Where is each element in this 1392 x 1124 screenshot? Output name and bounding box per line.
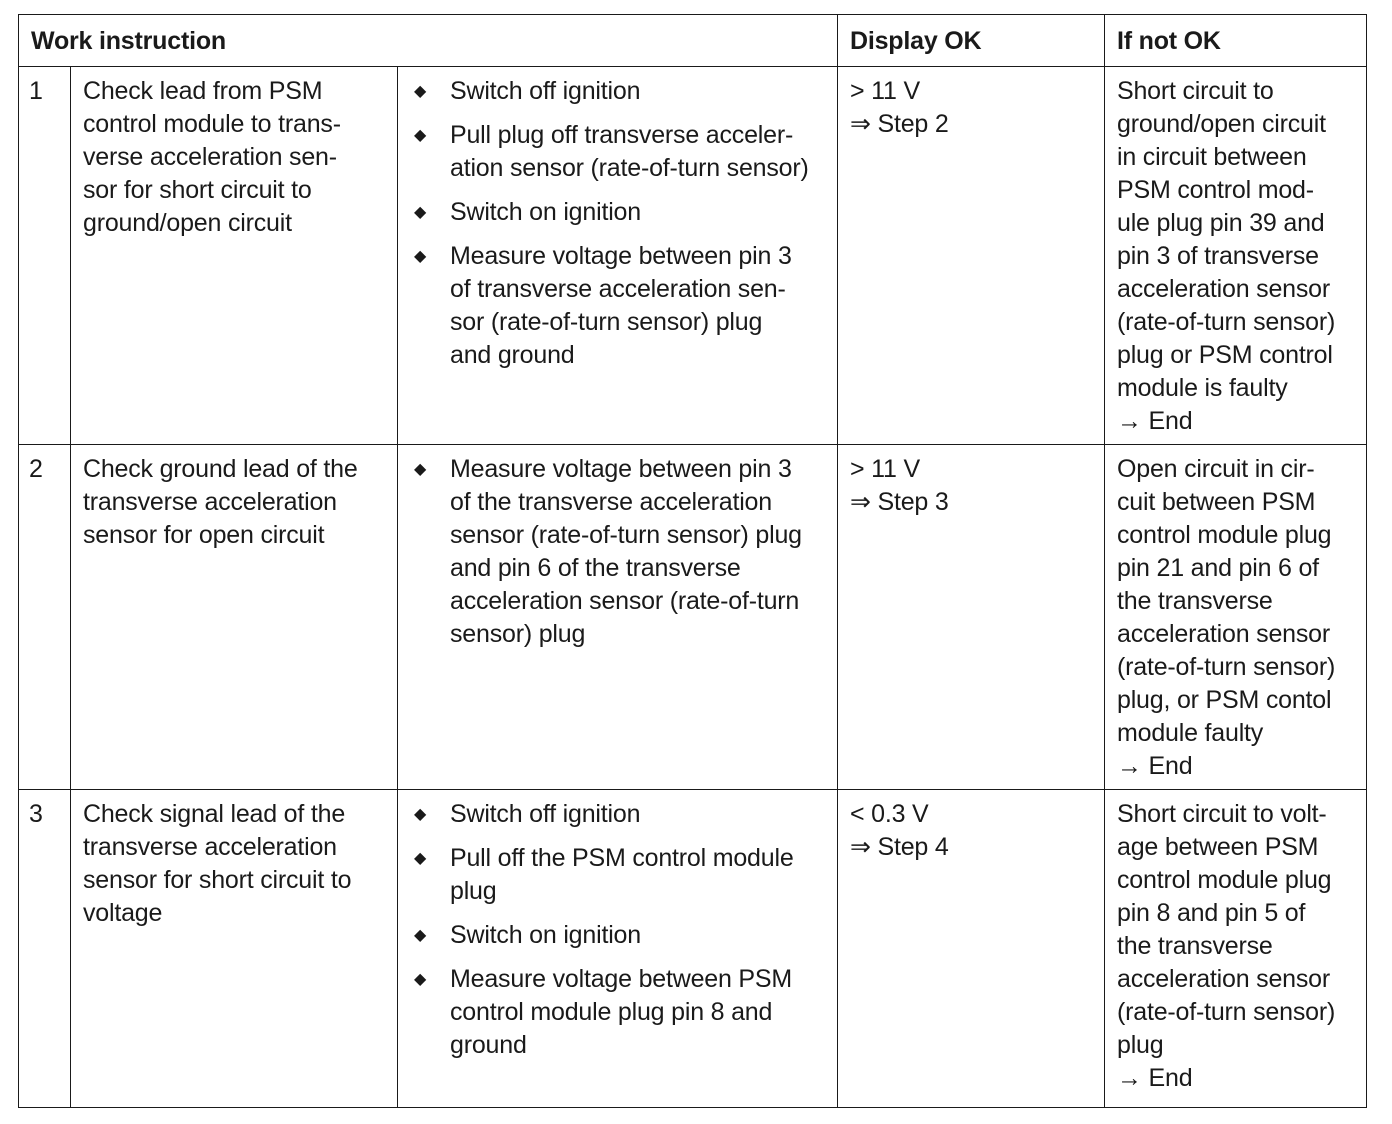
text-line: plug [450,877,497,905]
action-item [410,196,827,229]
text-line: Check ground lead of the [83,455,358,483]
action-list [410,75,827,372]
table-row [19,445,1367,790]
text-line: control module plug [1117,866,1332,894]
bullet-diamond-icon: ◆ [414,927,427,944]
text-line: transverse acceleration [83,488,337,516]
bullet-diamond-icon: ◆ [414,127,427,144]
text-line: Check lead from PSM [83,77,323,105]
display-ok-value [838,445,1105,790]
bullet-diamond-icon: ◆ [414,248,427,265]
text-line: ⇒ Step 3 [850,488,949,516]
text-line: and ground [450,341,575,369]
step-number: 1 [19,67,71,445]
action-item [410,842,827,908]
header-row [19,15,1367,67]
text-line: the transverse [1117,932,1273,960]
text-line: → End [1117,1064,1193,1092]
bullet-diamond-icon: ◆ [414,83,427,100]
text-line: Measure voltage between PSM [450,965,793,993]
text-line: plug, or PSM contol [1117,686,1332,714]
text-line: > 11 V [850,455,920,483]
if-not-ok-value [1105,445,1367,790]
text-line: pin 8 and pin 5 of [1117,899,1306,927]
text-line: plug or PSM control [1117,341,1333,369]
text-line: ground [450,1031,527,1059]
if-not-ok-value [1105,790,1367,1108]
text-line: > 11 V [850,77,920,105]
text-line: Measure voltage between pin 3 [450,242,792,270]
table-row [19,790,1367,1108]
text-line: sensor) plug [450,620,586,648]
text-line: sensor for open circuit [83,521,325,549]
text-line: sensor (rate-of-turn sensor) plug [450,521,802,549]
text-line: age between PSM [1117,833,1319,861]
action-item [410,798,827,831]
header-if-not-ok: If not OK [1105,15,1367,67]
text-line: verse acceleration sen- [83,143,337,171]
text-line: cuit between PSM [1117,488,1316,516]
check-description [71,67,398,445]
text-line: in circuit between [1117,143,1307,171]
bullet-diamond-icon: ◆ [414,806,427,823]
action-item [410,453,827,651]
header-work-instruction: Work instruction [19,15,838,67]
bullet-diamond-icon: ◆ [414,971,427,988]
display-ok-value [838,67,1105,445]
action-item [410,119,827,185]
text-line: ⇒ Step 2 [850,110,949,138]
step-number: 3 [19,790,71,1108]
text-line: (rate-of-turn sensor) [1117,998,1336,1026]
display-ok-value [838,790,1105,1108]
text-line: Short circuit to [1117,77,1274,105]
action-list-cell [398,67,838,445]
check-description [71,790,398,1108]
text-line: sensor for short circuit to [83,866,352,894]
text-line: acceleration sensor [1117,965,1330,993]
text-line: Pull plug off transverse acceler- [450,121,794,149]
text-line: pin 3 of transverse [1117,242,1319,270]
text-line: pin 21 and pin 6 of [1117,554,1319,582]
text-line: of the transverse acceleration [450,488,772,516]
work-instruction-table [18,14,1367,1108]
bullet-diamond-icon: ◆ [414,461,427,478]
text-line: PSM control mod- [1117,176,1314,204]
text-line: of transverse acceleration sen- [450,275,786,303]
text-line: ule plug pin 39 and [1117,209,1325,237]
text-line: (rate-of-turn sensor) [1117,653,1336,681]
text-line: voltage [83,899,163,927]
text-line: Pull off the PSM control module [450,844,794,872]
text-line: and pin 6 of the transverse [450,554,741,582]
text-line: ation sensor (rate-of-turn sensor) [450,154,809,182]
action-item [410,240,827,372]
action-item [410,963,827,1062]
text-line: control module plug pin 8 and [450,998,773,1026]
text-line: the transverse [1117,587,1273,615]
text-line: Switch off ignition [450,77,641,105]
step-number: 2 [19,445,71,790]
text-line: Short circuit to volt- [1117,800,1327,828]
text-line: acceleration sensor [1117,620,1330,648]
text-line: control module plug [1117,521,1332,549]
text-line: transverse acceleration [83,833,337,861]
text-line: ⇒ Step 4 [850,833,949,861]
table-body [19,67,1367,1108]
text-line: → End [1117,752,1193,780]
text-line: Measure voltage between pin 3 [450,455,792,483]
text-line: module faulty [1117,719,1264,747]
action-list [410,453,827,651]
action-list-cell [398,790,838,1108]
text-line: (rate-of-turn sensor) [1117,308,1336,336]
action-list [410,798,827,1062]
text-line: Switch off ignition [450,800,641,828]
text-line: → End [1117,407,1193,435]
bullet-diamond-icon: ◆ [414,850,427,867]
text-line: ground/open circuit [1117,110,1326,138]
text-line: acceleration sensor (rate-of-turn [450,587,800,615]
text-line: Switch on ignition [450,198,641,226]
header-display-ok: Display OK [838,15,1105,67]
text-line: Check signal lead of the [83,800,346,828]
action-list-cell [398,445,838,790]
text-line: acceleration sensor [1117,275,1330,303]
text-line: ground/open circuit [83,209,292,237]
text-line: Open circuit in cir- [1117,455,1315,483]
text-line: sor (rate-of-turn sensor) plug [450,308,763,336]
check-description [71,445,398,790]
text-line: control module to trans- [83,110,341,138]
text-line: < 0.3 V [850,800,929,828]
table-row [19,67,1367,445]
if-not-ok-value [1105,67,1367,445]
text-line: plug [1117,1031,1164,1059]
action-item [410,919,827,952]
text-line: sor for short circuit to [83,176,312,204]
text-line: module is faulty [1117,374,1288,402]
bullet-diamond-icon: ◆ [414,204,427,221]
text-line: Switch on ignition [450,921,641,949]
action-item [410,75,827,108]
